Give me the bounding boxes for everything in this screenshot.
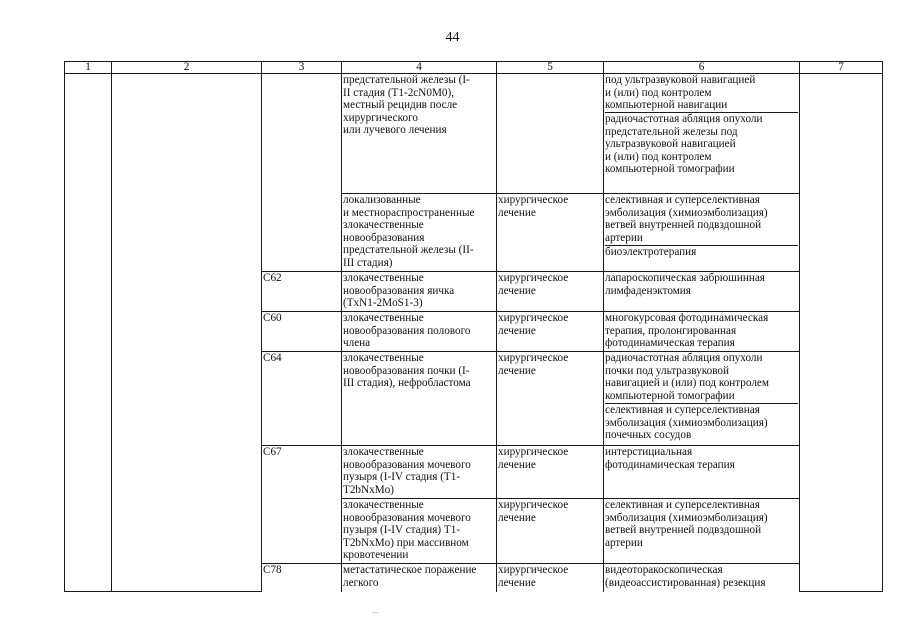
methods-cell <box>604 446 800 499</box>
column-header: 1 <box>65 62 112 74</box>
methods-cell <box>604 194 800 272</box>
disease-cell: злокачественные новообразования яичка (TxN1-2MoS1-3) <box>342 272 497 312</box>
disease-cell: злокачественные новообразования мочевого пузыря (I-IV стадия (T1- T2bNxMo) <box>342 446 497 499</box>
treatment-cell: хирургическое лечение <box>497 194 604 272</box>
method-text: радиочастотная абляция опухоли предстательной железы под ультразвуковой навигацией и (или) под контролем компьютерной томографии <box>605 112 798 176</box>
disease-cell: метастатическое поражение легкого <box>342 564 497 592</box>
methods-cell <box>604 272 800 312</box>
code-cell <box>262 74 342 272</box>
methods-cell <box>604 312 800 352</box>
disease-cell: предстательной железы (I- II стадия (T1-2cN0M0), местный рецидив после хирургического или лучевого лечения <box>342 74 497 194</box>
treatment-cell: хирургическое лечение <box>497 352 604 446</box>
code-cell: C60 <box>262 312 342 352</box>
code-cell: C64 <box>262 352 342 446</box>
treatment-cell <box>497 74 604 194</box>
code-cell: C78 <box>262 564 342 592</box>
col2-cell <box>112 74 262 592</box>
column-header: 2 <box>112 62 262 74</box>
method-text: многокурсовая фотодинамическая терапия, пролонгированная фотодинамическая терапия <box>605 312 769 350</box>
medical-care-table <box>64 61 883 592</box>
column-header: 3 <box>262 62 342 74</box>
method-text: радиочастотная абляция опухоли почки под ультразвуковой навигацией и (или) под контролем компьютерной томографии <box>605 352 769 402</box>
methods-cell <box>604 499 800 564</box>
disease-cell: злокачественные новообразования полового члена <box>342 312 497 352</box>
column-header: 5 <box>497 62 604 74</box>
treatment-cell: хирургическое лечение <box>497 499 604 564</box>
treatment-cell: хирургическое лечение <box>497 312 604 352</box>
method-text: интерстициальная фотодинамическая терапия <box>605 446 735 471</box>
method-text: селективная и суперселективная эмболизация (химиоэмболизация) ветвей внутренней подвздошной артерии <box>605 499 768 549</box>
method-text: лапароскопическая забрюшинная лимфаденэктомия <box>605 272 765 297</box>
methods-cell <box>604 74 800 194</box>
disease-cell: злокачественные новообразования почки (I- III стадия), нефробластома <box>342 352 497 446</box>
page-number: 44 <box>445 30 460 45</box>
method-text: селективная и суперселективная эмболизация (химиоэмболизация) почечных сосудов <box>605 403 798 442</box>
column-number-row <box>65 62 883 74</box>
treatment-cell: хирургическое лечение <box>497 272 604 312</box>
method-text: биоэлектротерапия <box>605 245 798 259</box>
code-cell: C67 <box>262 446 342 564</box>
column-header: 4 <box>342 62 497 74</box>
column-header: 6 <box>604 62 800 74</box>
disease-cell: локализованные и местнораспространенные злокачественные новообразования предстательной железы (II- III стадия) <box>342 194 497 272</box>
method-text: под ультразвуковой навигацией и (или) под контролем компьютерной навигации <box>605 74 756 112</box>
disease-cell: злокачественные новообразования мочевого пузыря (I-IV стадия) T1- T2bNxMo) при массивном кровотечении <box>342 499 497 564</box>
scan-mark <box>372 612 378 613</box>
code-cell: C62 <box>262 272 342 312</box>
column-header: 7 <box>800 62 883 74</box>
methods-cell <box>604 564 800 592</box>
method-text: селективная и суперселективная эмболизация (химиоэмболизация) ветвей внутренней подвздошной артерии <box>605 194 768 244</box>
treatment-cell: хирургическое лечение <box>497 446 604 499</box>
methods-cell <box>604 352 800 446</box>
col1-cell <box>65 74 112 592</box>
method-text: видеоторакоскопическая (видеоассистированная) резекция <box>605 564 766 589</box>
table-row <box>65 74 883 194</box>
col7-cell <box>800 74 883 592</box>
treatment-cell: хирургическое лечение <box>497 564 604 592</box>
